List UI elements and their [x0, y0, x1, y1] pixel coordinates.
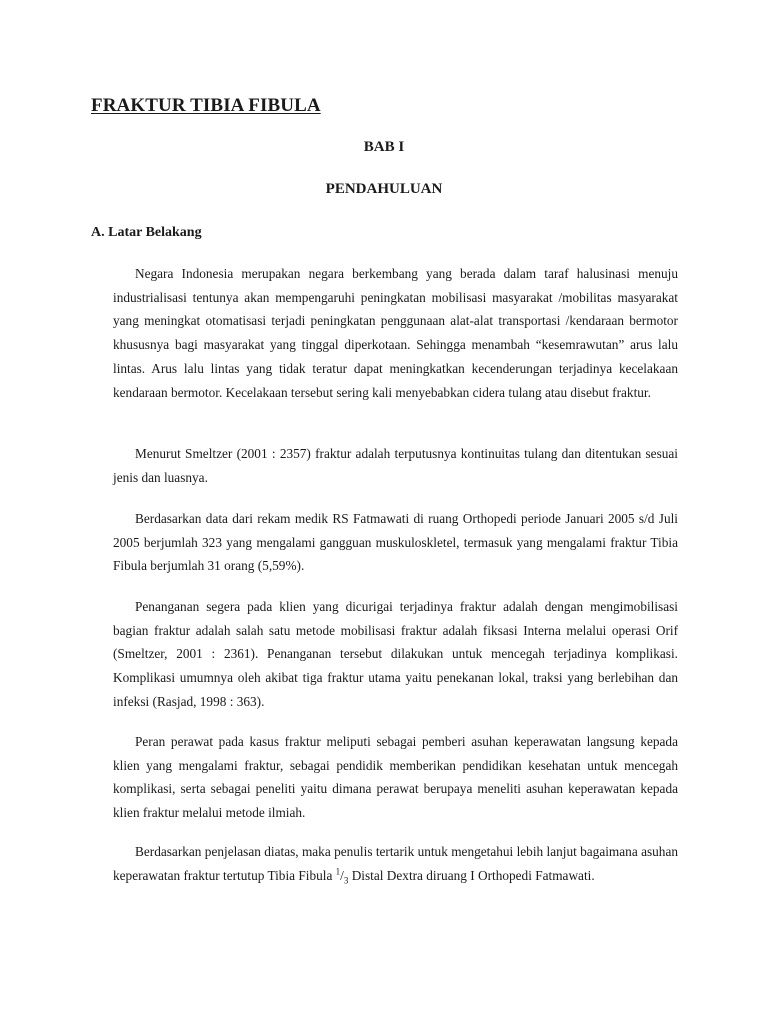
paragraph-2: Menurut Smeltzer (2001 : 2357) fraktur adalah terputusnya kontinuitas tulang dan ditentukan sesuai jenis dan luasnya. [113, 446, 678, 485]
paragraph-6 [113, 840, 678, 887]
fraction-slash: / [340, 867, 344, 883]
fraction-numerator: 1 [335, 866, 341, 877]
paragraph-4: Penanganan segera pada klien yang dicurigai terjadinya fraktur adalah dengan mengimobilisasi bagian fraktur adalah salah satu metode mobilisasi fraktur adalah fiksasi Interna melalui operasi Orif (Smeltzer, 2001 : 2361). Penanganan tersebut dilakukan untuk mencegah terjadinya komplikasi. Komplikasi umumnya oleh akibat tiga fraktur utama yaitu penekanan lokal, traksi yang berlebihan dan infeksi (Rasjad, 1998 : 363). [113, 599, 678, 709]
paragraph-5: Peran perawat pada kasus fraktur meliputi sebagai pemberi asuhan keperawatan langsung kepada klien yang mengalami fraktur, sebagai pendidik memberikan pendidikan kesehatan untuk mencegah komplikasi, serta sebagai peneliti yaitu dimana perawat berupaya meneliti asuhan keperawatan kepada klien fraktur melalui metode ilmiah. [113, 734, 678, 821]
paragraph-6-text-end: Distal Dextra diruang I Orthopedi Fatmawati. [348, 867, 595, 883]
fraction-denominator: 3 [343, 875, 349, 886]
document-title: FRAKTUR TIBIA FIBULA [91, 95, 321, 116]
chapter-number: BAB I [363, 139, 405, 155]
section-heading: A. Latar Belakang [91, 225, 202, 240]
chapter-title: PENDAHULUAN [325, 181, 443, 197]
paragraph-1: Negara Indonesia merupakan negara berkembang yang berada dalam taraf halusinasi menuju industrialisasi tentunya akan mempengaruhi peningkatan mobilisasi masyarakat /mobilitas masyarakat yang meningkat otomatisasi terjadi peningkatan penggunaan alat-alat transportasi /kendaraan bermotor khususnya bagi masyarakat yang tinggal diperkotaan. Sehingga menambah “kesemrawutan” arus lalu lintas. Arus lalu lintas yang tidak teratur dapat meningkatkan kecenderungan terjadinya kecelakaan kendaraan bermotor. Kecelakaan tersebut sering kali menyebabkan cidera tulang atau disebut fraktur. [113, 266, 678, 400]
paragraph-6-text-start: Berdasarkan penjelasan diatas, maka penulis tertarik untuk mengetahui lebih lanjut bagaimana asuhan keperawatan fraktur tertutup Tibia Fibula [113, 844, 678, 883]
paragraph-3: Berdasarkan data dari rekam medik RS Fatmawati di ruang Orthopedi periode Januari 2005 s/d Juli 2005 berjumlah 323 yang mengalami gangguan muskuloskletel, termasuk yang mengalami fraktur Tibia Fibula berjumlah 31 orang (5,59%). [113, 511, 678, 574]
